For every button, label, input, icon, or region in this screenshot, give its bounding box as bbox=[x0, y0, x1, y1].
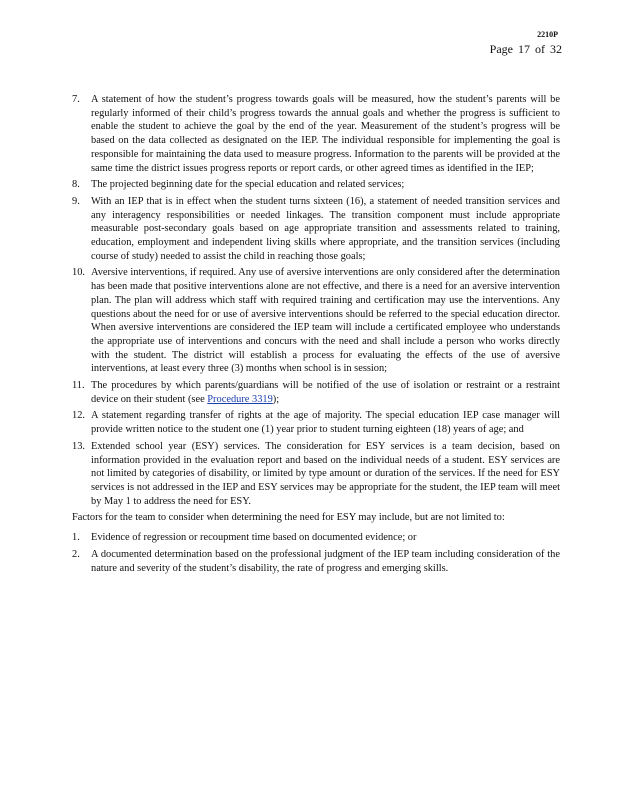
item-text: Aversive interventions, if required. Any use of aversive interventions are only considered after the determination has been made that positive interventions alone are not effective, and there is a need for an aversive intervention plan. The plan will address which staff with required training and certification may use the interventions. Any questions about the need for or use of aversive interventions should be referred to the special education director. When aversive interventions are considered the IEP team will include a certificated employee who understands the appropriate use of interventions and concurs with the need and shall include a person who works directly with the student. The district will establish a process for evaluating the effects of the use of aversive interventions, at least every three (3) months when school is in session; bbox=[91, 267, 560, 375]
item-number: 2. bbox=[72, 548, 80, 560]
item-number: 9. bbox=[72, 195, 80, 207]
item-text: Evidence of regression or recoupment time based on documented evidence; or bbox=[91, 532, 417, 544]
factors-intro: Factors for the team to consider when determining the need for ESY may include, but are not limited to: bbox=[72, 512, 505, 524]
item-number: 8. bbox=[72, 179, 80, 191]
item-text bbox=[91, 379, 560, 406]
list-item-12 bbox=[72, 409, 560, 436]
item-text-before-link: The procedures by which parents/guardians will be notified of the use of isolation or restraint or a restraint device on their student (see bbox=[91, 380, 560, 405]
list-item-9 bbox=[72, 195, 560, 264]
list-item-11 bbox=[72, 379, 560, 406]
item-text: The projected beginning date for the special education and related services; bbox=[91, 179, 405, 191]
policy-code: 2210P bbox=[537, 30, 558, 39]
list-item-10 bbox=[72, 266, 560, 376]
factor-item-2 bbox=[72, 548, 560, 575]
item-text-after-link: ); bbox=[272, 393, 280, 405]
list-item-8 bbox=[72, 178, 560, 192]
item-number: 7. bbox=[72, 94, 80, 105]
item-text: A statement of how the student’s progress towards goals will be measured, how the student’s parents will be regularly informed of their child’s progress towards the annual goals and whether the progress is sufficient to enable the student to achieve the goal by the end of the year. Measurement of the student’s progress will be based on the data collected as designated on the IEP. The individual responsible for implementing the goal is responsible for maintaining the data used to measure progress. Information to the parents will be provided at the same time the district issues progress reports or report cards, or other agreed times as identified in the IEP; bbox=[91, 94, 560, 174]
document-body bbox=[72, 93, 560, 578]
item-number: 12. bbox=[72, 410, 85, 422]
list-item-13 bbox=[72, 440, 560, 509]
item-number: 13. bbox=[72, 440, 85, 452]
item-text: A statement regarding transfer of rights at the age of majority. The special education IEP case manager will provide written notice to the student one (1) year prior to student turning eighteen (18) years of age; and bbox=[91, 410, 560, 436]
factor-item-1 bbox=[72, 531, 560, 545]
item-number: 10. bbox=[72, 267, 85, 279]
procedure-3319-link[interactable]: Procedure 3319 bbox=[207, 393, 273, 405]
page-number: Page 17 of 32 bbox=[489, 42, 562, 56]
item-text: Extended school year (ESY) services. The consideration for ESY services is a team decision, based on information provided in the evaluation report and based on the individual needs of a student. ESY services are not limited by categories of disability, or limited by type amount or duration of the services. If the need for ESY services is not addressed in the IEP and ESY services may be appropriate for the student, the IEP team will meet by May 1 to address the need for ESY. bbox=[91, 440, 560, 507]
item-number: 1. bbox=[72, 532, 80, 544]
list-item-7 bbox=[72, 93, 560, 175]
item-text: With an IEP that is in effect when the student turns sixteen (16), a statement of needed transition services and any interagency responsibilities or needed linkages. The transition component must include appropriate measurable post-secondary goals based on age appropriate transition and assessments related to training, education, employment and independent living skills where appropriate, and the transition services (including course of study) needed to assist the child in reaching those goals; bbox=[91, 195, 560, 262]
item-text: A documented determination based on the professional judgment of the IEP team including consideration of the nature and severity of the student’s disability, the rate of progress and emerging skills. bbox=[91, 548, 560, 574]
item-number: 11. bbox=[72, 380, 85, 392]
